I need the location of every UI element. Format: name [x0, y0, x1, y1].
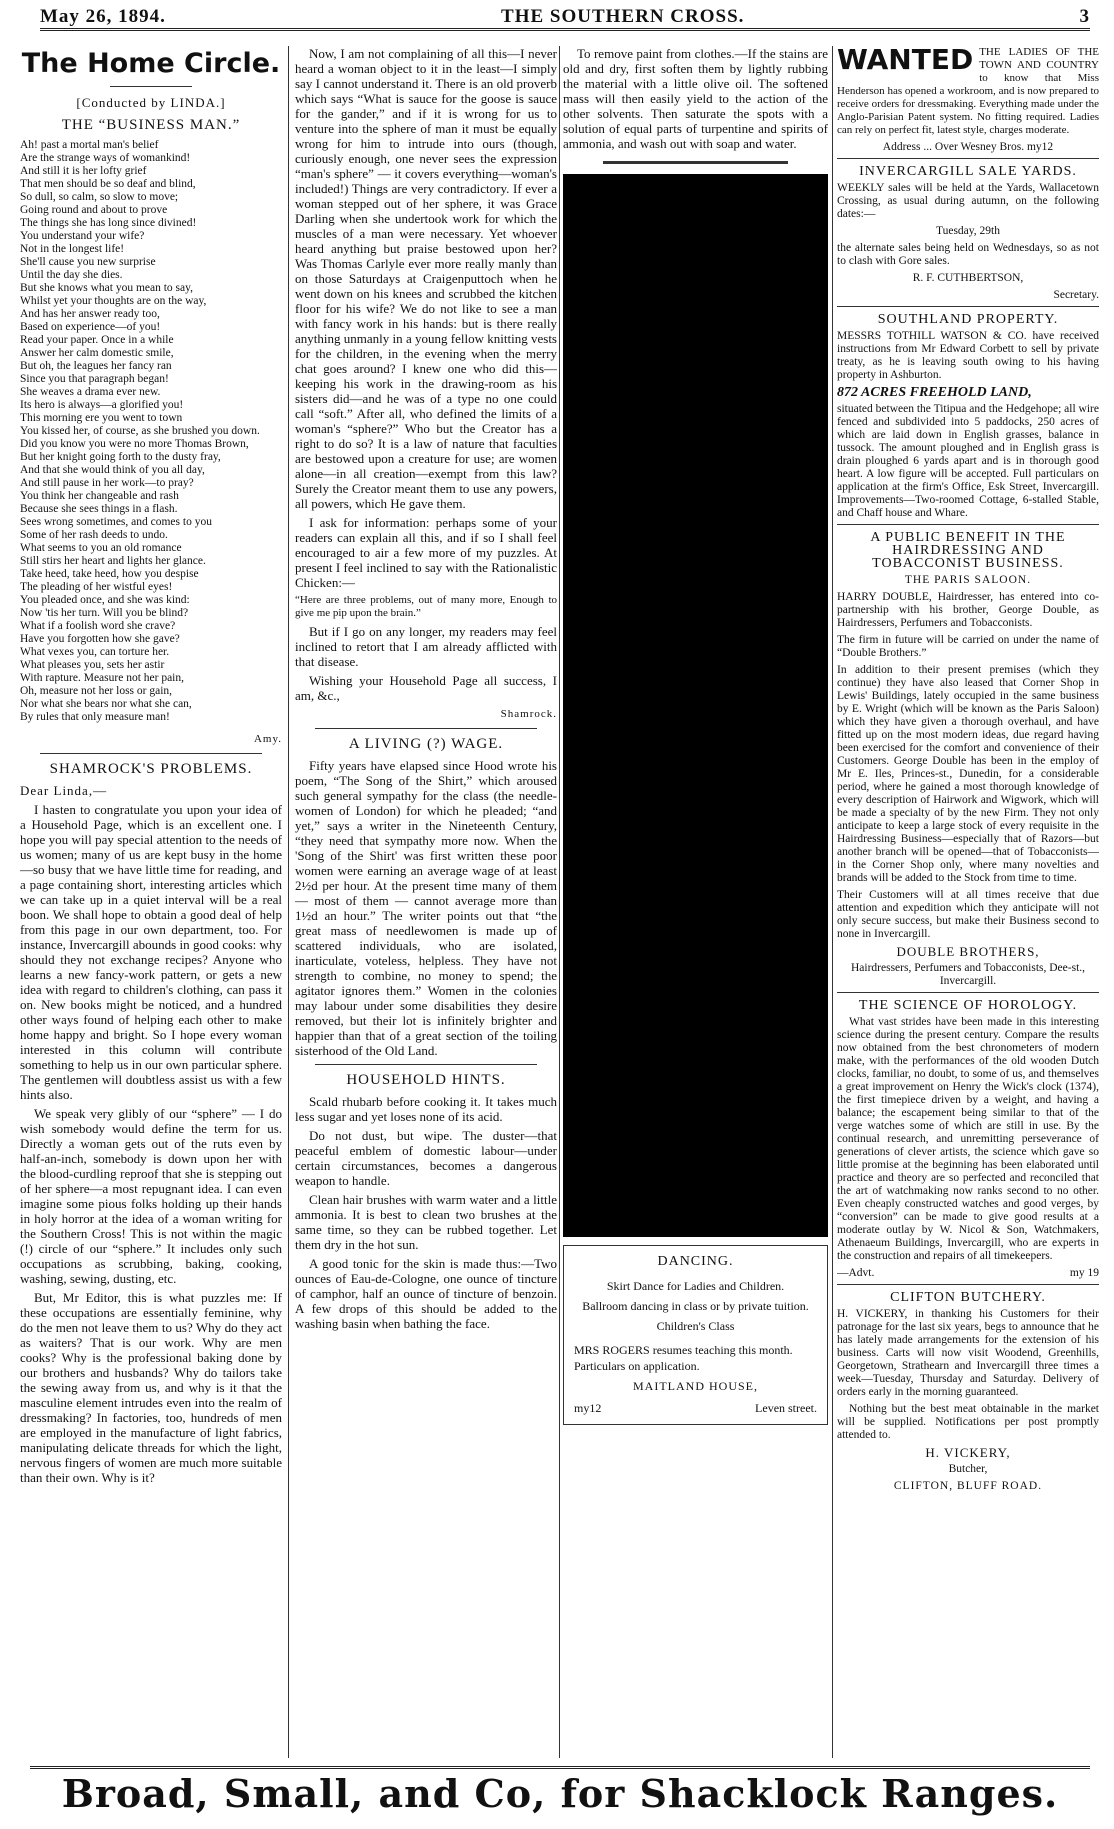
poem-line: You kissed her, of course, as she brushed you down.	[20, 425, 260, 437]
wanted-ad	[837, 46, 1099, 154]
column-3	[563, 46, 828, 1756]
saloon-title: A PUBLIC BENEFIT IN THE HAIRDRESSING AND TOBACCONIST BUSINESS.	[870, 530, 1066, 571]
poem-line: And has her answer ready too,	[20, 308, 160, 320]
butchery-name: H. VICKERY,	[925, 1445, 1011, 1460]
poem-line: Some of her rash deeds to undo.	[20, 529, 168, 541]
page-number: 3	[1079, 6, 1090, 27]
saloon-sub: THE PARIS SALOON.	[904, 574, 1032, 586]
poem-line: You think her changeable and rash	[20, 490, 179, 502]
household-hints-title: HOUSEHOLD HINTS.	[346, 1072, 506, 1088]
saleyards-body: WEEKLY sales will be held at the Yards, Wallacetown Crossing, as usual during autumn, on the following dates:—	[837, 182, 1099, 220]
dancing-line: Ballroom dancing in class or by private tuition.	[582, 1299, 809, 1313]
poem-line: With rapture. Measure not her pain,	[20, 672, 184, 684]
saleyards-title: INVERCARGILL SALE YARDS.	[859, 164, 1077, 179]
letter-paragraph: Wishing your Household Page all success, I am, &c.,	[295, 673, 557, 703]
poem-line: Take heed, take heed, how you despise	[20, 568, 199, 580]
butchery-role: Butcher,	[948, 1463, 988, 1475]
horology-ref: my 19	[1069, 1267, 1099, 1279]
home-circle-title: The Home Circle.	[21, 48, 281, 79]
household-hints	[295, 1094, 557, 1331]
letter-paragraph: Now, I am not complaining of all this—I never heard a woman object to it in the least—I simply say I cannot understand it. There is an old proverb which says “What is sauce for the goose is sauce for the gander,” and if it is wrong for us to venture into the sphere of man it must be equally wrong for him to intrude into ours (though, curiously enough, one never sees the expression “man's sphere” — it covers everything—woman's included!) Things are very contradictory. If ever a woman stepped out of her sphere, it was Grace Darling when she undertook work for which the muscles of a man were necessary. Yet whoever heard anything but praise bestowed upon her? Was Thomas Carlyle ever more really manly than on those Saturdays at Craigenputtoch when he went down on his knees and scrubbed the kitchen floor for his wife? We do not like to see a man with fancy work in his hands: but is there really anything unmanly in a young fellow knitting vests for the children, in the evening when the merry chat goes around? I knew one who did this—keeping his work in the drawing-room as his sisters did—and he was of a type no one could call “soft.” After all, who defined the limits of a woman's “sphere?” Who but the Creator has a right to do so? It is a law of nature that faculties are bestowed upon a creature for use; are women alone—in all creation—exempt from this law? Surely the Creator meant them to use any powers, all powers, which He gave them.	[295, 46, 557, 511]
poem-line: Still stirs her heart and lights her glance.	[20, 555, 206, 567]
saleyards-ad	[837, 165, 1099, 302]
poem-line: By rules that only measure man!	[20, 711, 170, 723]
property-body: MESSRS TOTHILL WATSON & CO. have received instructions from Mr Edward Corbett to sell by private treaty, as he is leaving south owing to his having property in Ashburton.	[837, 330, 1099, 381]
saleyards-signer: R. F. CUTHBERTSON,	[912, 272, 1024, 284]
saloon-firm: DOUBLE BROTHERS,	[896, 944, 1040, 959]
column-rule	[559, 46, 560, 1758]
paper-title: THE SOUTHERN CROSS.	[501, 6, 745, 27]
dancing-ad	[563, 1245, 828, 1425]
issue-date: May 26, 1894.	[40, 6, 166, 27]
divider	[110, 86, 192, 87]
poem-line: Going round and about to prove	[20, 204, 168, 216]
poem-line: You pleaded once, and she was kind:	[20, 594, 190, 606]
divider	[837, 306, 1099, 307]
hint-paragraph: A good tonic for the skin is made thus:—Two ounces of Eau-de-Cologne, one ounce of tincture of camphor, half an ounce of tincture of benzoin. A few drops of this should be added to the washing basin when bathing the face.	[295, 1256, 557, 1331]
poem-line: But she knows what you mean to say,	[20, 282, 194, 294]
saloon-paragraph: The firm in future will be carried on under the name of “Double Brothers.”	[837, 634, 1099, 659]
horology-title: THE SCIENCE OF HOROLOGY.	[858, 998, 1078, 1013]
living-wage-article	[295, 758, 557, 1058]
wanted-address: Address ... Over Wesney Bros. my12	[882, 141, 1054, 153]
poem-line: But her knight going forth to the dusty fray,	[20, 451, 221, 463]
divider	[603, 161, 788, 164]
divider	[837, 158, 1099, 159]
butchery-body: H. VICKERY, in thanking his Customers for their patronage for the last six years, begs to announce that he has lately made arrangements for the extension of his business. Carts will now visit Woodend, Greenhills, Georgetown, Strathearn and Invercargill three times a week—Tuesday, Thursday and Saturday. Delivery of orders early in the morning guaranteed.	[837, 1308, 1099, 1398]
poem-line: This morning ere you went to town	[20, 412, 183, 424]
saleyards-date: Tuesday, 29th	[935, 225, 1000, 237]
living-wage-title: A LIVING (?) WAGE.	[348, 736, 504, 752]
chicken-quote: “Here are three problems, out of many more, Enough to give me pip upon the brain.”	[295, 594, 557, 619]
poem-line: But oh, the leagues her fancy ran	[20, 360, 172, 372]
dancing-ref: my12	[574, 1401, 602, 1415]
salutation: Dear Linda,—	[20, 783, 108, 798]
conducted-by: [Conducted by LINDA.]	[76, 95, 226, 110]
poem-signature: Amy.	[253, 733, 282, 745]
horology-body: What vast strides have been made in this interesting science during the present century. Compare the results now obtained from the best chronometers of modern make, with the performances of the old wooden Dutch clocks, familiar, no doubt, to some of us, and themselves a great improvement on Henry the Wick's clock (1374), the first timepiece driven by a weight, and having a balance; the escapement being similar to that of the verge watches some of which are still in use. By the continual research, and unremitting perseverance of generations of clever artists, the science which gave so little promise at the beginning has been elaborated until practice and theory are so perfected and reconciled that the art of watchmaking now ranks second to no other. Even cheaply constructed watches and good verges, by “conversion” can be made to give good results at a moderate outlay by W. Nicol & Son, Watchmakers, Athenaeum Buildings, Invercargill, who are experts in the construction and repairs of all timekeepers.	[837, 1016, 1099, 1262]
letter-paragraph: I hasten to congratulate you upon your idea of a Household Page, which is an excellent one. I hope you will pay special attention to the needs of us women; many of us are kept busy in the home—so busy that we have little time for reading, and a page containing short, interesting articles which we can take up in a quiet interval will be a real boon. We shall hope to obtain a good deal of help from this page in our own department, too. For instance, Invercargill abounds in good cooks: why should they not exchange recipes? Anyone who learns a new fancy-work pattern, or gets a new idea with regard to children's clothing, can pass it on. New books might be noticed, and a hundred other ways found of helping each other to make home happy and bright. So I hope every woman interested in this column will contribute something to help us in our own particular sphere. The gentlemen will doubtless assist us with a few hints also.	[20, 802, 282, 1102]
dancing-footer	[574, 1400, 817, 1416]
wanted-title: WANTED	[837, 46, 974, 76]
poem-line: She'll cause you new surprise	[20, 256, 156, 268]
saloon-paragraph: HARRY DOUBLE, Hairdresser, has entered into co-partnership with his brother, George Double, as Hairdressers, Perfumers and Tobacconists.	[837, 591, 1099, 629]
poem-line: Since you that paragraph began!	[20, 373, 169, 385]
letter-paragraph: I ask for information: perhaps some of your readers can explain all this, and if so I shall feel encouraged to air a few more of my puzzles. At present I feel inclined to say with the Rationalistic Chicken:—	[295, 515, 557, 590]
saloon-paragraph: Their Customers will at all times receive that due attention and expedition which they anticipate will not only secure success, but make their Business second to none in Invercargill.	[837, 889, 1099, 940]
poem-line: What seems to you an old romance	[20, 542, 182, 554]
saloon-body	[837, 591, 1099, 941]
property-headline: 872 ACRES FREEHOLD LAND,	[837, 385, 1032, 400]
butchery-ad	[837, 1291, 1099, 1493]
poem-line: Not in the longest life!	[20, 243, 125, 255]
property-title: SOUTHLAND PROPERTY.	[877, 312, 1059, 327]
divider	[315, 1064, 537, 1065]
letter-paragraph: But, Mr Editor, this is what puzzles me: If these occupations are essentially feminine, why do the men not leave them to us? Why do they act as waiters? That is our work. Why are men cooks? Why is the professional baking done by our brothers and husbands? Why do tailors take the sewing away from us, and why is it that the masculine element intrudes even into the realm of dressmaking? In factories, too, hundreds of men are employed in the manufacture of light fabrics, manipulating delicate threads for which the light, nervous fingers of women are much more suitable than their own. Why is it?	[20, 1290, 282, 1485]
poem-line: Ah! past a mortal man's belief	[20, 139, 159, 151]
column-rule	[288, 46, 289, 1758]
shamrock-signature: Shamrock.	[500, 708, 557, 720]
horology-ad	[837, 999, 1099, 1280]
horology-footer	[837, 1267, 1099, 1280]
poem-line: Nor what she bears nor what she can,	[20, 698, 192, 710]
dancing-street: Leven street.	[755, 1401, 817, 1415]
saleyards-role: Secretary.	[1053, 289, 1099, 301]
hint-paragraph: Clean hair brushes with warm water and a little ammonia. It is best to clean two brushes at the same time, so they can be rubbed together. Let them dry in the hot sun.	[295, 1192, 557, 1252]
poem-line: Because she sees things in a flash.	[20, 503, 178, 515]
dancing-title: DANCING.	[657, 1254, 734, 1269]
poem-line: What vexes you, can torture her.	[20, 646, 170, 658]
butchery-address: CLIFTON, BLUFF ROAD.	[893, 1480, 1043, 1492]
poem-line: Oh, measure not her loss or gain,	[20, 685, 173, 697]
property-body2: situated between the Titipua and the Hedgehope; all wire fenced and subdivided into 5 paddocks, 250 acres of which are laid down in English grasses, balance in tussock. The amount ploughed and in English grass is drain ploughed 6 yards apart and is in thorough good heart. A low figure will be accepted. Full particulars on application at the firm's Office, Esk Street, Invercargill. Improvements—Two-roomed Cottage, 6-stalled Stable, and Chaff house and Whare.	[837, 403, 1099, 519]
divider	[315, 728, 537, 729]
poem-line: You understand your wife?	[20, 230, 145, 242]
footer-advert: Broad, Small, and Co, for Shacklock Ranges.	[30, 1766, 1090, 1819]
saloon-ad	[837, 531, 1099, 988]
poem-line: What pleases you, sets her astir	[20, 659, 165, 671]
dancing-line: Skirt Dance for Ladies and Children.	[606, 1279, 785, 1293]
household-hints-continued	[563, 46, 828, 151]
hint-paragraph: To remove paint from clothes.—If the stains are old and dry, first soften them by lightly rubbing the material with a little olive oil. The softened mass will then easily yield to the action of the other solvents. Then saturate the spots with a solution of equal parts of turpentine and spirits of ammonia, and wash out with soap and water.	[563, 46, 828, 151]
poem-title: THE “BUSINESS MAN.”	[61, 117, 241, 133]
poem-line: What if a foolish word she crave?	[20, 620, 176, 632]
poem-line: Are the strange ways of womankind!	[20, 152, 191, 164]
column-rule	[832, 46, 833, 1758]
masthead	[40, 6, 1090, 31]
poem-line: Whilst yet your thoughts are on the way,	[20, 295, 207, 307]
saloon-firm-desc: Hairdressers, Perfumers and Tobacconists, Dee-st., Invercargill.	[850, 962, 1086, 987]
butchery-title: CLIFTON BUTCHERY.	[890, 1290, 1046, 1305]
poem-line: And still pause in her work—to pray?	[20, 477, 194, 489]
poem-line: Until the day she dies.	[20, 269, 123, 281]
hint-paragraph: Do not dust, but wipe. The duster—that peaceful emblem of domestic labour—under certain circumstances, becomes a dangerous weapon to handle.	[295, 1128, 557, 1188]
poem-line: And that she would think of you all day,	[20, 464, 205, 476]
poem-line: Read your paper. Once in a while	[20, 334, 174, 346]
poem-line: Its hero is always—a glorified you!	[20, 399, 184, 411]
poem-line: And still it is her lofty grief	[20, 165, 147, 177]
column-2	[295, 46, 557, 1756]
letter-paragraph: We speak very glibly of our “sphere” — I do wish somebody would define the term for us. Directly a woman gets out of the ruts even by half-an-inch, somebody is down upon her with the blood-curdling reproof that she is stepping out of her sphere—a most repugnant idea. I can even imagine some pious folks holding up their hands in holy horror at the idea of a woman writing for the Southern Cross! This is not within the magic (!) circle of our “sphere.” It includes only such occupations as scrubbing, baking, cooking, washing, sewing, dusting, etc.	[20, 1106, 282, 1286]
shamrock-letter-continued	[295, 46, 557, 590]
article-paragraph: Fifty years have elapsed since Hood wrote his poem, “The Song of the Shirt,” which aroused such general sympathy for the class (the needle-women of London) for which he pleaded; “and yet,” says a writer in the Nineteenth Century, “they need that sympathy more now. When the 'Song of the Shirt' was first written these poor women were earning an average wage of at least 2½d per hour. At the present time many of them — most of them — cannot average more than 1½d an hour.” The writer points out that “the great mass of needlewomen is made up of scattered individuals, who are isolated, inarticulate, voteless, helpless. They have not strength to combine, no money to spend; the agitator ignores them.” Women in the colonies may labour under some disabilities they desire removed, but their lot is infinitely brighter and happier than that of a great section of the toiling sisterhood of the Old Land.	[295, 758, 557, 1058]
column-4	[837, 46, 1099, 1756]
shamrock-title: SHAMROCK'S PROBLEMS.	[49, 761, 253, 777]
divider	[837, 1284, 1099, 1285]
property-ad	[837, 313, 1099, 520]
shamrock-closing	[295, 624, 557, 703]
poem-line: Answer her calm domestic smile,	[20, 347, 174, 359]
horology-advt: —Advt.	[837, 1267, 875, 1279]
wanted-body: THE LADIES OF THE TOWN AND COUNTRY to know that Miss Henderson has opened a workroom, and is now prepared to receive orders for dressmaking. Everything made under the Anglo-Parisian Patent system. No fitting required. Ladies can rely on perfect fit, latest style, charges moderate.	[837, 46, 1099, 136]
divider	[837, 992, 1099, 993]
shamrock-letter	[20, 802, 282, 1485]
poem-line: Based on experience—of you!	[20, 321, 161, 333]
dancing-line: Children's Class	[656, 1319, 735, 1333]
butchery-body2: Nothing but the best meat obtainable in the market will be supplied. Notifications per post promptly attended to.	[837, 1403, 1099, 1441]
dancing-body: MRS ROGERS resumes teaching this month. Particulars on application.	[574, 1343, 793, 1373]
divider	[837, 524, 1099, 525]
poem-line: Sees wrong sometimes, and comes to you	[20, 516, 212, 528]
poem-line: Now 'tis her turn. Will you be blind?	[20, 607, 189, 619]
redacted-block	[563, 174, 828, 1237]
poem-line: She weaves a drama ever new.	[20, 386, 161, 398]
poem-line: So dull, so calm, so slow to move;	[20, 191, 179, 203]
poem-line: Did you know you were no more Thomas Brown,	[20, 438, 249, 450]
letter-paragraph: But if I go on any longer, my readers may feel inclined to retort that I am already afflicted with that disease.	[295, 624, 557, 669]
poem-line: The pleading of her wistful eyes!	[20, 581, 173, 593]
poem	[20, 139, 282, 724]
column-1	[20, 46, 282, 1756]
dancing-house: MAITLAND HOUSE,	[633, 1379, 758, 1393]
poem-line: Have you forgotten how she gave?	[20, 633, 180, 645]
saleyards-body2: the alternate sales being held on Wednesdays, so as not to clash with Gore sales.	[837, 242, 1099, 267]
hint-paragraph: Scald rhubarb before cooking it. It takes much less sugar and yet loses none of its acid.	[295, 1094, 557, 1124]
divider	[40, 753, 262, 754]
poem-line: The things she has long since divined!	[20, 217, 197, 229]
poem-line: That men should be so deaf and blind,	[20, 178, 196, 190]
saloon-paragraph: In addition to their present premises (which they continue) they have also leased that Corner Shop in Lewis' Buildings, lately occupied in the same business by E. Wright (which will be known as the Paris Saloon) which they have given a thorough overhaul, and have fitted up on the most modern ideas, due regard having been exercised for the comfort and convenience of their Customers. George Double has been in the employ of Mr E. Iles, Princes-st., Dunedin, for a considerable period, where he gained a most thorough knowledge of every description of Hairwork and Wigwork, which will be made a specialty of by the new Firm. They not only anticipate to keep a large stock of every requisite in the Hairdressing Business—especially that of Razors—but another branch will be opened—that of Tobacconists—in the Corner Shop only, where many novelties and brands will be added to the Stock from time to time.	[837, 664, 1099, 884]
